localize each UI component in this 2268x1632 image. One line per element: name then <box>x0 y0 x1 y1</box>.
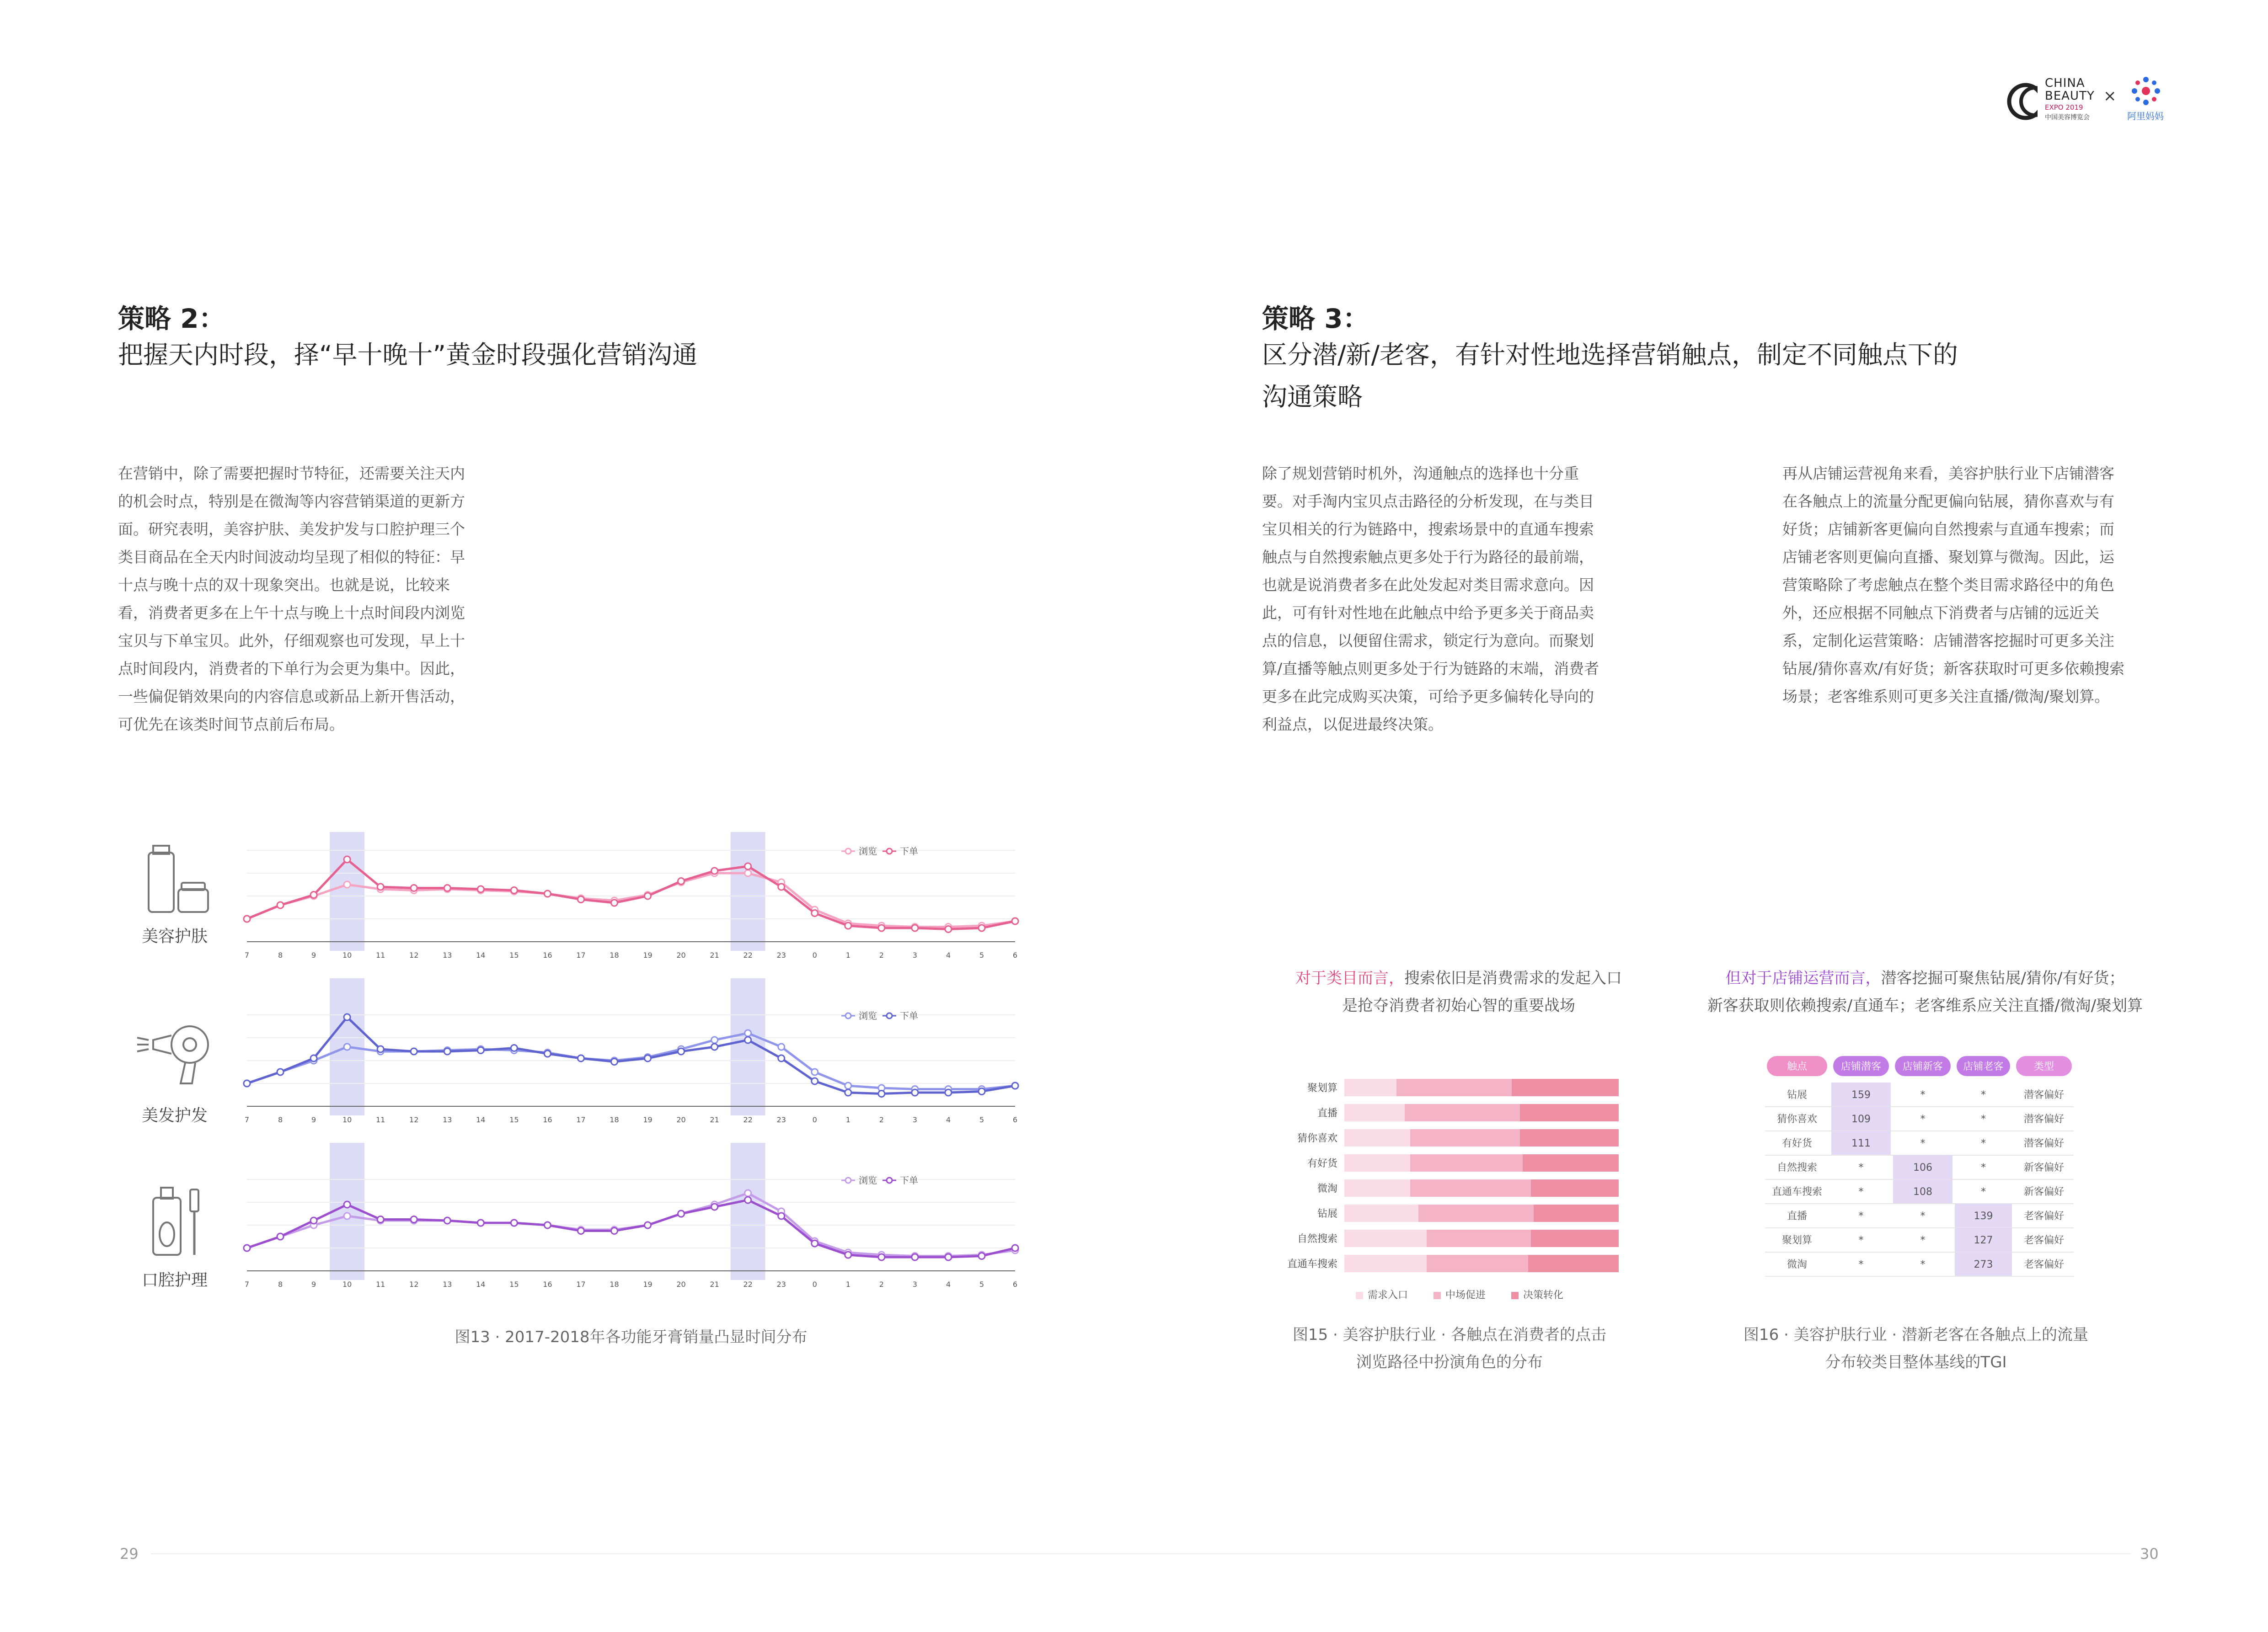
x-tick-label: 8 <box>278 1115 283 1124</box>
data-point <box>511 1045 517 1051</box>
skincare-icon <box>139 843 213 921</box>
toothpaste-icon <box>146 1184 215 1262</box>
bar-category-label: 有好货 <box>1307 1158 1337 1169</box>
x-tick-label: 18 <box>610 1115 619 1124</box>
data-point <box>477 886 484 892</box>
x-tick-label: 11 <box>375 1115 385 1124</box>
bar-segment <box>1418 1205 1534 1222</box>
x-tick-label: 13 <box>443 1280 452 1289</box>
table-cell: 潜客偏好 <box>2023 1138 2065 1149</box>
x-tick-label: 20 <box>676 1115 686 1124</box>
data-point <box>812 1240 818 1247</box>
x-tick-label: 19 <box>643 1115 653 1124</box>
bar-category-label: 直播 <box>1317 1108 1337 1119</box>
x-tick-label: 16 <box>543 1115 552 1124</box>
data-point <box>945 926 952 933</box>
data-point <box>1012 1245 1018 1251</box>
bar-segment <box>1534 1205 1619 1222</box>
x-tick-label: 22 <box>743 1115 753 1124</box>
data-point <box>511 1220 517 1226</box>
table-cell: 111 <box>1851 1138 1871 1149</box>
bar-segment <box>1410 1179 1531 1197</box>
data-point <box>845 1083 851 1089</box>
x-tick-label: 1 <box>845 1115 850 1124</box>
legend-label: 下单 <box>900 846 918 857</box>
brand-expo: EXPO 2019 <box>2045 103 2083 112</box>
data-point <box>310 892 317 898</box>
x-tick-label: 15 <box>509 1115 519 1124</box>
sub2-text: 但对于店铺运营而言，潜客挖掘可聚焦钻展/猜你/有好货； 新客获取则依赖搜索/直通车；老客维系应关注直播/微淘/聚划算 <box>1707 969 2143 1015</box>
data-point <box>611 1059 617 1065</box>
page-number-left: 29 <box>120 1545 139 1563</box>
footer-divider <box>151 1553 2131 1554</box>
data-point <box>945 1254 952 1260</box>
table-cell: 老客偏好 <box>2023 1259 2065 1270</box>
x-tick-label: 18 <box>610 951 619 960</box>
line-charts <box>238 832 1024 1298</box>
x-tick-label: 12 <box>409 951 419 960</box>
x-tick-label: 10 <box>342 951 352 960</box>
table-cell: 108 <box>1913 1186 1932 1198</box>
x-tick-label: 7 <box>244 1280 250 1289</box>
x-tick-label: 15 <box>509 951 519 960</box>
data-point <box>578 1228 584 1234</box>
x-tick-label: 15 <box>509 1280 519 1289</box>
cross-symbol: × <box>2103 87 2117 105</box>
data-point <box>979 925 985 931</box>
table-cell: * <box>1920 1235 1926 1246</box>
x-tick-label: 14 <box>476 1280 486 1289</box>
data-point <box>444 1048 450 1055</box>
table-cell: 127 <box>1974 1235 1993 1246</box>
table-cell: * <box>1858 1235 1864 1246</box>
x-tick-label: 0 <box>812 1115 817 1124</box>
x-tick-label: 13 <box>443 1115 452 1124</box>
data-point <box>845 923 851 929</box>
brand-main: CHINA BEAUTY <box>2045 76 2095 103</box>
stacked-bar-chart <box>1262 1070 1628 1317</box>
bar-segment <box>1410 1154 1523 1172</box>
data-point <box>578 896 584 903</box>
x-tick-label: 4 <box>946 1280 951 1289</box>
data-point <box>745 1197 751 1203</box>
line-chart-1 <box>244 832 1018 960</box>
x-tick-label: 7 <box>244 1115 250 1124</box>
data-point <box>945 1089 952 1096</box>
data-point <box>979 1253 985 1259</box>
x-tick-label: 17 <box>576 951 586 960</box>
legend-marker <box>845 848 851 854</box>
x-tick-label: 18 <box>610 1280 619 1289</box>
brand-cn: 中国美容博览会 <box>2045 114 2090 121</box>
bar-segment <box>1344 1179 1410 1197</box>
data-point <box>778 1044 785 1050</box>
data-point <box>611 1228 617 1234</box>
data-point <box>645 1055 651 1061</box>
table-cell: 微淘 <box>1787 1259 1808 1270</box>
data-point <box>544 891 551 897</box>
legend-marker <box>887 848 892 854</box>
partner-name: 阿里妈妈 <box>2127 111 2164 122</box>
data-point <box>544 1222 551 1228</box>
table-cell: 自然搜索 <box>1776 1162 1818 1173</box>
data-point <box>244 916 250 922</box>
table-cell: * <box>1920 1089 1926 1101</box>
bar-segment <box>1344 1154 1410 1172</box>
header-logo <box>2003 73 2177 128</box>
data-point <box>578 1055 584 1061</box>
left-paragraph: 在营销中，除了需要把握时节特征，还需要关注天内 的机会时点，特别是在微淘等内容营销渠道的更新方 面。研究表明，美容护肤、美发护发与口腔护理三个 类目商品在全天内时间波动均呈现了相似的特征：早 十点与晚十点的双十现象突出。也就是说，比较来 看，消费者更多在上午十点与晚上十点时间段内浏览 宝贝与下单宝贝。此外，仔细观察也可发现，早上十 点时间段内，消费者的下单行为会更为集中。因此， 一些偏促销效果向的内容信息或新品上新开售活动， 可优先在该类时间节点前后布局。 <box>118 464 465 733</box>
data-point <box>645 893 651 899</box>
bar-category-label: 自然搜索 <box>1297 1233 1337 1245</box>
x-tick-label: 3 <box>912 1115 917 1124</box>
x-tick-label: 2 <box>879 1115 884 1124</box>
x-tick-label: 0 <box>812 1280 817 1289</box>
table-cell: * <box>1858 1186 1864 1198</box>
x-tick-label: 9 <box>311 1280 316 1289</box>
legend-label: 浏览 <box>859 1175 877 1186</box>
table-cell: 139 <box>1974 1211 1993 1222</box>
bar-segment <box>1344 1205 1418 1222</box>
data-point <box>277 1233 284 1240</box>
x-tick-label: 10 <box>342 1280 352 1289</box>
x-tick-label: 6 <box>1012 1280 1018 1289</box>
data-point <box>344 1201 350 1208</box>
x-tick-label: 8 <box>278 951 283 960</box>
table-cell: 新客偏好 <box>2023 1186 2065 1198</box>
right-section-label: 策略 3： <box>1262 303 1369 334</box>
data-point <box>277 1069 284 1075</box>
data-point <box>1012 918 1018 924</box>
x-tick-label: 5 <box>979 1115 984 1124</box>
x-tick-label: 21 <box>710 1280 719 1289</box>
x-tick-label: 21 <box>710 951 719 960</box>
data-point <box>310 1217 317 1224</box>
data-point <box>678 1211 685 1217</box>
x-tick-label: 7 <box>244 951 250 960</box>
x-tick-label: 14 <box>476 951 486 960</box>
data-point <box>344 856 350 863</box>
table-cell: * <box>1920 1114 1926 1125</box>
x-tick-label: 16 <box>543 1280 552 1289</box>
x-tick-label: 4 <box>946 1115 951 1124</box>
data-point <box>377 1216 384 1223</box>
x-tick-label: 3 <box>912 1280 917 1289</box>
data-point <box>979 1088 985 1095</box>
x-tick-label: 11 <box>375 951 385 960</box>
table-cell: 直播 <box>1787 1211 1808 1222</box>
legend-marker <box>887 1013 892 1019</box>
line-chart-3 <box>244 1143 1018 1289</box>
data-point <box>244 1245 250 1251</box>
table-cell: 钻展 <box>1787 1089 1808 1101</box>
chart1-category-label: 美容护肤 <box>142 927 208 946</box>
data-point <box>878 1091 885 1097</box>
data-point <box>711 1037 718 1043</box>
data-point <box>912 1089 918 1096</box>
bar-segment <box>1344 1104 1405 1121</box>
bar-segment <box>1531 1179 1619 1197</box>
x-tick-label: 19 <box>643 1280 653 1289</box>
legend-swatch <box>1511 1292 1519 1299</box>
x-tick-label: 9 <box>311 951 316 960</box>
data-point <box>845 1089 851 1096</box>
legend-label: 浏览 <box>859 1010 877 1021</box>
table-cell: 老客偏好 <box>2023 1235 2065 1246</box>
x-tick-label: 23 <box>776 1280 786 1289</box>
sub1-highlight: 对于类目而言， <box>1295 969 1404 987</box>
hair-dryer-icon <box>135 1019 222 1088</box>
x-tick-label: 0 <box>812 951 817 960</box>
x-tick-label: 16 <box>543 951 552 960</box>
bar-segment <box>1396 1079 1512 1096</box>
bar-category-label: 钻展 <box>1317 1208 1337 1220</box>
table-cell: 有好货 <box>1781 1138 1813 1149</box>
data-point <box>878 925 885 931</box>
alimama-logo-icon <box>2125 75 2166 107</box>
legend-label: 中场促进 <box>1445 1290 1486 1301</box>
sub2-highlight: 但对于店铺运营而言， <box>1725 969 1881 987</box>
table-cell: * <box>1981 1186 1986 1198</box>
table-cell: 猜你喜欢 <box>1776 1114 1818 1125</box>
table-cell: * <box>1858 1259 1864 1270</box>
left-section-label: 策略 2： <box>118 303 225 334</box>
x-tick-label: 2 <box>879 1280 884 1289</box>
sub1-text: 对于类目而言，搜索依旧是消费需求的发起入口 是抢夺消费者初始心智的重要战场 <box>1295 969 1622 1015</box>
data-point <box>711 1204 718 1210</box>
bar-segment <box>1405 1104 1520 1121</box>
table-header-label: 店铺潜客 <box>1840 1061 1882 1072</box>
bar-category-label: 聚划算 <box>1307 1083 1337 1094</box>
legend-marker <box>845 1013 851 1019</box>
highlight-band-22 <box>731 1143 765 1280</box>
data-point <box>778 1213 785 1219</box>
right-paragraph-1: 除了规划营销时机外，沟通触点的选择也十分重 要。对手淘内宝贝点击路径的分析发现，在与类目 宝贝相关的行为链路中，搜索场景中的直通车搜索 触点与自然搜索触点更多处于行为路径的最前端， 也就是说消费者多在此处发起对类目需求意向。因 此，可有针对性地在此触点中给予更多关于商品卖 点的信息，以便留住需求，锁定行为意向。而聚划 算/直播等触点则更多处于行为链路的末端，消费者 更多在此完成购买决策，可给予更多偏转化导向的 利益点，以促进最终决策。 <box>1262 464 1599 733</box>
data-point <box>310 1055 317 1061</box>
data-point <box>711 868 718 874</box>
data-point <box>511 887 517 894</box>
data-point <box>1012 1083 1018 1089</box>
x-tick-label: 3 <box>912 951 917 960</box>
x-tick-label: 4 <box>946 951 951 960</box>
data-point <box>745 1037 751 1043</box>
x-tick-label: 1 <box>845 1280 850 1289</box>
chart2-category-label: 美发护发 <box>142 1106 208 1125</box>
table-cell: * <box>1858 1211 1864 1222</box>
data-point <box>544 1051 551 1057</box>
table-cell: * <box>1981 1114 1986 1125</box>
bar-segment <box>1528 1255 1619 1272</box>
bar-category-label: 微淘 <box>1317 1183 1337 1195</box>
x-tick-label: 17 <box>576 1280 586 1289</box>
data-point <box>812 1078 818 1084</box>
table-cell: 106 <box>1913 1162 1932 1173</box>
data-point <box>845 1252 851 1258</box>
data-point <box>344 1014 350 1020</box>
page-number-right: 30 <box>2140 1545 2159 1563</box>
data-point <box>711 1044 718 1050</box>
data-point <box>812 1069 818 1075</box>
x-tick-label: 13 <box>443 951 452 960</box>
table-cell: 273 <box>1974 1259 1993 1270</box>
table-cell: * <box>1920 1211 1926 1222</box>
table-cell: * <box>1920 1259 1926 1270</box>
bar-segment <box>1520 1129 1619 1147</box>
data-point <box>678 878 685 885</box>
x-tick-label: 23 <box>776 951 786 960</box>
data-point <box>477 1220 484 1226</box>
bar-segment <box>1344 1129 1410 1147</box>
table-cell: 109 <box>1851 1114 1871 1125</box>
table-cell: 聚划算 <box>1781 1235 1813 1246</box>
data-point <box>477 1047 484 1054</box>
data-point <box>745 1030 751 1036</box>
right-section-title: 区分潜/新/老客，有针对性地选择营销触点，制定不同触点下的 沟通策略 <box>1262 340 1958 411</box>
data-point <box>611 900 617 906</box>
x-tick-label: 20 <box>676 951 686 960</box>
data-point <box>411 1048 417 1055</box>
bar-segment <box>1344 1255 1427 1272</box>
legend-marker <box>845 1178 851 1183</box>
data-point <box>645 1222 651 1228</box>
x-tick-label: 10 <box>342 1115 352 1124</box>
table-header-label: 店铺新客 <box>1902 1061 1943 1072</box>
data-point <box>778 1055 785 1061</box>
table-cell: * <box>1981 1089 1986 1101</box>
bar-segment <box>1427 1230 1531 1247</box>
data-point <box>745 870 751 876</box>
bar-segment <box>1520 1104 1619 1121</box>
bar-segment <box>1523 1154 1619 1172</box>
x-tick-label: 12 <box>409 1280 419 1289</box>
bar-segment <box>1512 1079 1619 1096</box>
table-cell: 潜客偏好 <box>2023 1089 2065 1101</box>
table-cell: * <box>1920 1138 1926 1149</box>
bar-category-label: 猜你喜欢 <box>1297 1133 1337 1144</box>
data-point <box>377 884 384 890</box>
x-tick-label: 5 <box>979 1280 984 1289</box>
x-tick-label: 8 <box>278 1280 283 1289</box>
x-tick-label: 11 <box>375 1280 385 1289</box>
bar-segment <box>1427 1255 1528 1272</box>
data-point <box>344 1044 350 1050</box>
data-point <box>444 1217 450 1224</box>
x-tick-label: 9 <box>311 1115 316 1124</box>
caption-16: 图16 · 美容护肤行业 · 潜新老客在各触点上的流量 分布较类目整体基线的TGI <box>1743 1326 2089 1371</box>
legend-marker <box>887 1178 892 1183</box>
x-tick-label: 6 <box>1012 951 1018 960</box>
x-tick-label: 6 <box>1012 1115 1018 1124</box>
line-chart-2 <box>244 978 1018 1124</box>
table-cell: * <box>1981 1138 1986 1149</box>
data-point <box>878 1254 885 1260</box>
data-point <box>745 863 751 869</box>
x-tick-label: 23 <box>776 1115 786 1124</box>
table-cell: * <box>1981 1162 1986 1173</box>
x-tick-label: 22 <box>743 1280 753 1289</box>
data-point <box>912 1254 918 1260</box>
bar-segment <box>1531 1230 1619 1247</box>
table-cell: * <box>1858 1162 1864 1173</box>
x-tick-label: 2 <box>879 951 884 960</box>
data-point <box>745 1190 751 1196</box>
legend-swatch <box>1434 1292 1441 1299</box>
bar-category-label: 直通车搜索 <box>1287 1259 1337 1270</box>
left-section-title: 把握天内时段，择“早十晚十”黄金时段强化营销沟通 <box>118 340 697 369</box>
table-header-label: 店铺老客 <box>1963 1061 2004 1072</box>
data-point <box>912 925 918 931</box>
data-point <box>444 885 450 891</box>
x-tick-label: 20 <box>676 1280 686 1289</box>
right-paragraph-2: 再从店铺运营视角来看，美容护肤行业下店铺潜客 在各触点上的流量分配更偏向钻展，猜你喜欢与有 好货；店铺新客更偏向自然搜索与直通车搜索；而 店铺老客则更偏向直播、聚划算与微淘。因此，运 营策略除了考虑触点在整个类目需求路径中的角色 外，还应根据不同触点下消费者与店铺的远近关 系，定制化运营策略：店铺潜客挖掘时可更多关注 钻展/猜你喜欢/有好货；新客获取时可更多依赖搜索 场景；老客维系则可更多关注直播/微淘/聚划算。 <box>1782 464 2125 705</box>
data-point <box>344 1213 350 1219</box>
legend-label: 需求入口 <box>1368 1290 1408 1301</box>
x-tick-label: 19 <box>643 951 653 960</box>
tgi-table <box>1765 1051 2094 1289</box>
legend-swatch <box>1356 1292 1363 1299</box>
x-tick-label: 17 <box>576 1115 586 1124</box>
x-tick-label: 14 <box>476 1115 486 1124</box>
data-point <box>277 902 284 908</box>
legend-label: 下单 <box>900 1010 918 1021</box>
caption-15: 图15 · 美容护肤行业 · 各触点在消费者的点击 浏览路径中扮演角色的分布 <box>1292 1326 1607 1371</box>
table-header-label: 触点 <box>1787 1061 1808 1072</box>
data-point <box>812 910 818 917</box>
left-caption: 图13 · 2017-2018年各功能牙膏销量凸显时间分布 <box>455 1328 808 1346</box>
table-cell: 直通车搜索 <box>1771 1186 1823 1198</box>
data-point <box>377 1046 384 1052</box>
x-tick-label: 21 <box>710 1115 719 1124</box>
x-tick-label: 5 <box>979 951 984 960</box>
table-cell: 159 <box>1851 1089 1871 1101</box>
data-point <box>678 1048 685 1055</box>
table-cell: 潜客偏好 <box>2023 1114 2065 1125</box>
table-cell: 老客偏好 <box>2023 1211 2065 1222</box>
x-tick-label: 22 <box>743 951 753 960</box>
data-point <box>411 1216 417 1223</box>
legend-label: 下单 <box>900 1175 918 1186</box>
bar-segment <box>1410 1129 1520 1147</box>
bar-segment <box>1344 1230 1427 1247</box>
table-cell: 新客偏好 <box>2023 1162 2065 1173</box>
data-point <box>778 884 785 890</box>
table-header-label: 类型 <box>2033 1061 2054 1072</box>
bar-segment <box>1344 1079 1396 1096</box>
legend-label: 决策转化 <box>1523 1290 1564 1301</box>
chart3-category-label: 口腔护理 <box>142 1271 208 1290</box>
data-point <box>344 881 350 888</box>
data-point <box>244 1080 250 1087</box>
legend-label: 浏览 <box>859 846 877 857</box>
data-point <box>411 885 417 891</box>
x-tick-label: 12 <box>409 1115 419 1124</box>
x-tick-label: 1 <box>845 951 850 960</box>
